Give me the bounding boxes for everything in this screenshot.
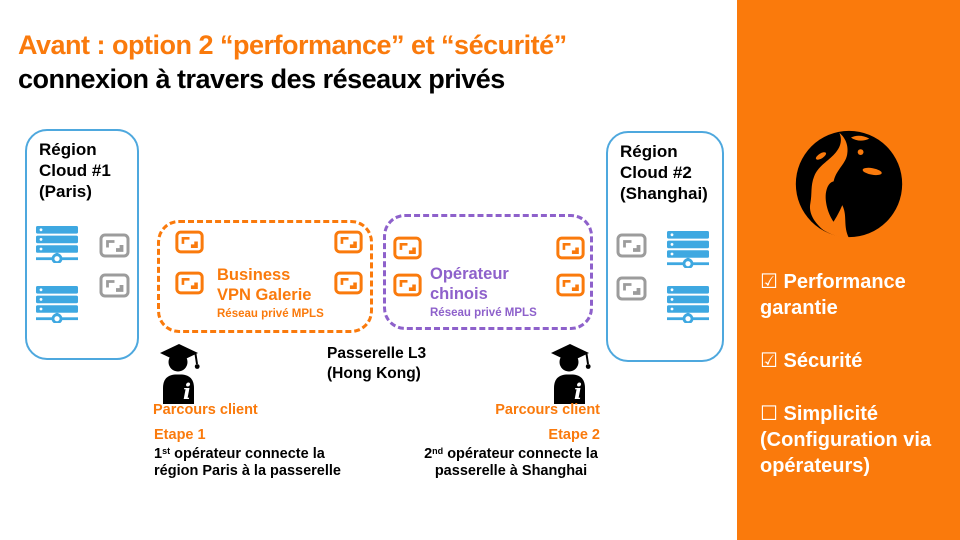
benefit-label: Sécurité (783, 350, 863, 372)
business-vpn-subtitle: Réseau privé MPLS (217, 308, 324, 320)
router-icon (556, 236, 585, 260)
server-icon (667, 286, 709, 323)
business-vpn-label (217, 265, 324, 321)
router-icon (556, 273, 585, 297)
server-icon (36, 226, 78, 263)
parcours-client-left-label: Parcours client (153, 402, 258, 418)
router-icon (393, 273, 422, 297)
svg-text:i: i (183, 379, 191, 404)
etape2-text-line1: opérateur connecte la (443, 446, 598, 462)
benefit-securite (760, 347, 950, 374)
server-icon (667, 231, 709, 268)
router-icon (175, 230, 204, 254)
benefit-performance (760, 268, 950, 321)
benefit-label: Simplicité (Configuration via opérateurs) (760, 403, 932, 477)
etape1-title: Etape 1 (154, 427, 206, 443)
router-icon (616, 233, 647, 258)
benefit-simplicite (760, 400, 950, 479)
business-vpn-name-line1: Business (217, 266, 291, 284)
business-vpn-name-line2: VPN Galerie (217, 286, 312, 304)
etape1-description (154, 443, 364, 479)
etape2-text-line2: passerelle à Shanghai (434, 462, 588, 479)
router-icon (393, 236, 422, 260)
router-icon (99, 233, 130, 258)
router-icon (175, 271, 204, 295)
etape1-text-line1: opérateur connecte la (170, 446, 325, 462)
benefits-checklist (760, 268, 950, 505)
etape2-ordinal-number: 2 (424, 446, 433, 462)
benefit-label: Performance garantie (760, 271, 906, 319)
etape1-text-line2: région Paris à la passerelle (154, 462, 341, 479)
router-icon (334, 271, 363, 295)
etape2-ordinal-suffix: nd (432, 446, 444, 456)
etape1-ordinal-number: 1 (154, 446, 163, 462)
globe-icon (791, 126, 907, 242)
gateway-label (327, 344, 426, 384)
chinese-operator-label (430, 264, 537, 320)
gateway-line-1: Passerelle L3 (327, 345, 427, 362)
etape2-title: Etape 2 (548, 427, 600, 443)
graduate-client-icon (545, 341, 595, 404)
router-icon (334, 230, 363, 254)
server-icon (36, 286, 78, 323)
graduate-client-icon (154, 341, 204, 404)
router-icon (616, 276, 647, 301)
svg-text:i: i (574, 379, 582, 404)
chinese-operator-name-line1: Opérateur (430, 265, 509, 283)
chinese-operator-name-line2: chinois (430, 285, 488, 303)
etape2-description (413, 443, 609, 479)
chinese-operator-subtitle: Réseau privé MPLS (430, 307, 537, 319)
gateway-line-2: (Hong Kong) (327, 365, 421, 382)
checked-checkbox-icon: ☑ (760, 348, 778, 372)
region-cloud2-label: Région Cloud #2 (Shanghai) (620, 142, 708, 203)
region-cloud1-label: Région Cloud #1 (Paris) (39, 140, 111, 201)
page-title (18, 28, 567, 96)
parcours-client-right-label: Parcours client (495, 402, 600, 418)
etape1-ordinal-suffix: st (162, 446, 171, 456)
unchecked-checkbox-icon: ☐ (760, 401, 778, 425)
title-line-1: Avant : option 2 “performance” et “sécurité” (18, 30, 567, 60)
benefits-sidebar (737, 0, 960, 540)
router-icon (99, 273, 130, 298)
title-line-2: connexion à travers des réseaux privés (18, 64, 505, 94)
checked-checkbox-icon: ☑ (760, 269, 778, 293)
